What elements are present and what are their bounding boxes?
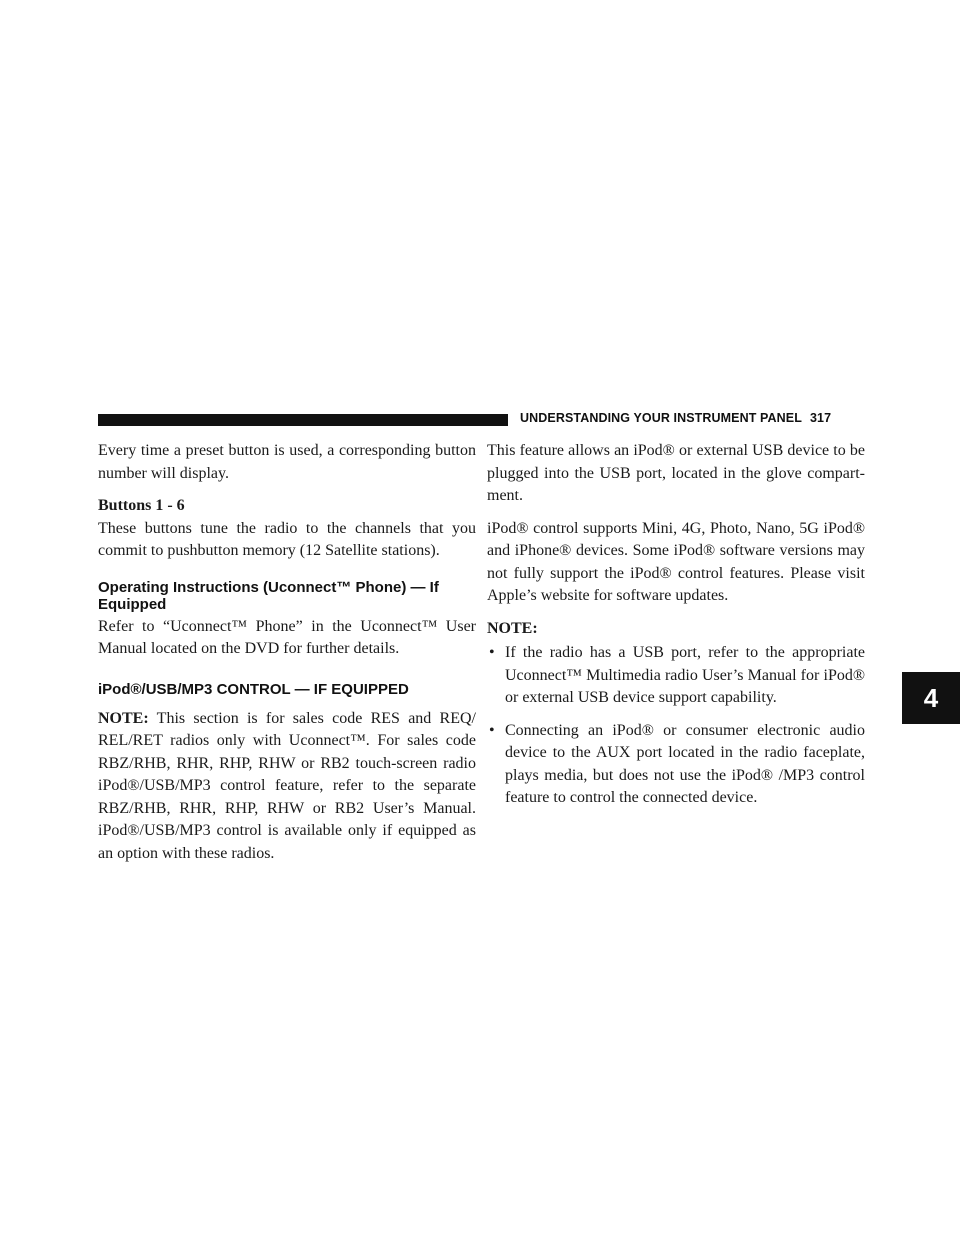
list-item-text: If the radio has a USB port, refer to the appropriate Uconnect™ Multimedia radio User’s Manual for iPod® or external USB device support capability. [505,644,865,706]
uconnect-heading: Operating Instructions (Uconnect™ Phone) — If Equipped [98,578,439,613]
list-item [487,720,865,810]
right-column [487,440,865,820]
bullet-icon: • [489,644,495,661]
chapter-tab: 4 [902,672,960,724]
left-column [98,440,476,875]
header-rule [98,414,508,426]
page-number: 317 [809,411,832,425]
note-text: This section is for sales code RES and REQ/ REL/RET radios only with Uconnect™. For sales code RBZ/RHB, RHR, RHP, RHW or RB2 touch-screen radio iPod®/USB/MP3 control feature, refer to the separate RBZ/RHB, RHR, RHP, RHW or RB2 User’s Manual. iPod®/USB/MP3 control is available only if equipped as an option with these radios. [98,709,476,862]
note-paragraph [98,708,476,866]
running-header [520,411,831,425]
bullet-icon: • [489,721,495,739]
section-title: UNDERSTANDING YOUR INSTRUMENT PANEL [520,411,802,425]
note-list [487,642,865,810]
support-paragraph: iPod® control supports Mini, 4G, Photo, Nano, 5G iPod® and iPhone® devices. Some iPod® software versions may not fully support the iPod® control features. Please visit Apple’s website for software updates. [487,519,865,604]
note-label: NOTE: [98,709,149,727]
feature-paragraph: This feature allows an iPod® or external USB device to be plugged into the USB port, located in the glove compart- ment. [487,442,865,504]
note-label-right: NOTE: [487,619,538,637]
ipod-section-heading: iPod®/USB/MP3 CONTROL — IF EQUIPPED [98,680,409,698]
intro-paragraph: Every time a preset button is used, a corresponding button number will display. [98,442,476,482]
uconnect-paragraph: Refer to “Uconnect™ Phone” in the Uconnect™ User Manual located on the DVD for further details. [98,617,476,657]
buttons-paragraph: These buttons tune the radio to the channels that you commit to pushbutton memory (12 Satellite stations). [98,519,476,559]
buttons-heading: Buttons 1 - 6 [98,497,185,514]
list-item [487,642,865,710]
list-item-text: Connecting an iPod® or consumer electronic audio device to the AUX port located in the radio faceplate, plays media, but does not use the iPod® /MP3 control feature to control the connected device. [505,721,865,806]
